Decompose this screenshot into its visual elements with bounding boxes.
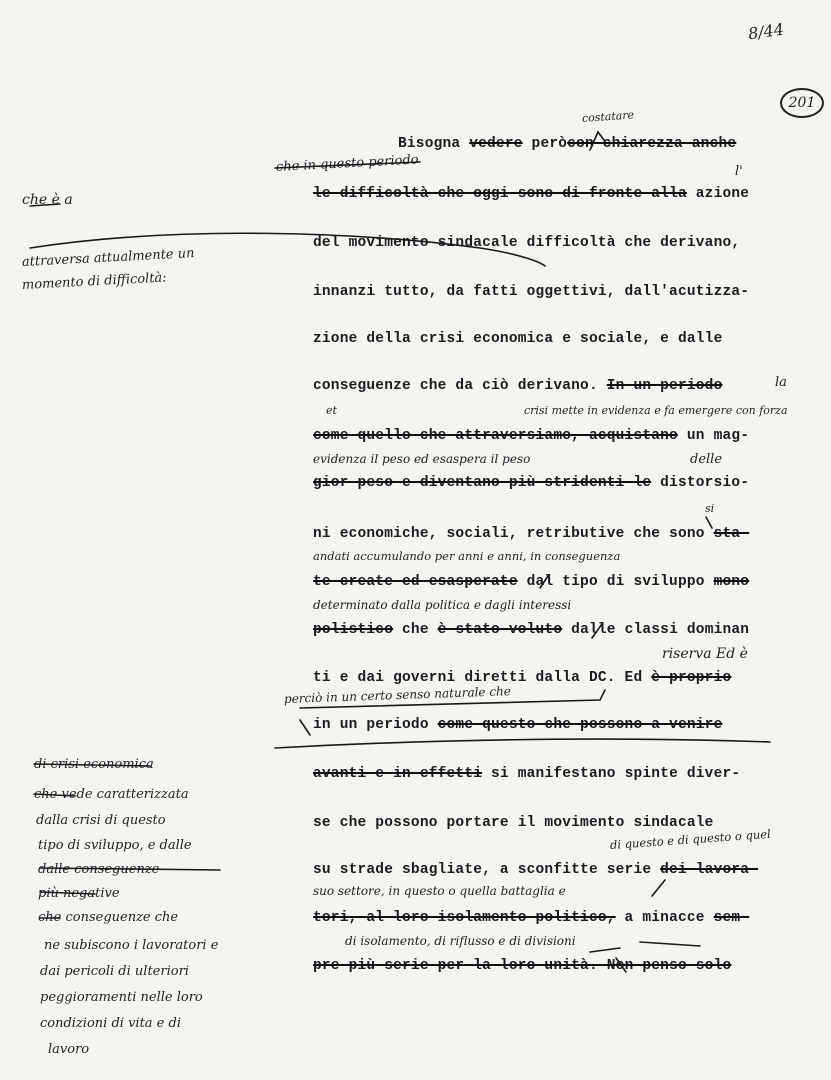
insert-delle: delle (690, 452, 723, 467)
margin-note-line-12: lavoro (48, 1042, 90, 1057)
bracket-insert-3 (592, 624, 602, 638)
typed-line-9: ni economiche, sociali, retributive che sono sta- (313, 526, 750, 542)
underline-bottom (590, 948, 620, 952)
strike-margin-vede (34, 794, 75, 796)
strike-margin-crisi (34, 764, 150, 766)
insert-isolamento: di isolamento, di riflusso e di divisioni (345, 934, 576, 948)
long-underline-13 (275, 739, 770, 748)
margin-note-line-3: dalla crisi di questo (36, 813, 166, 828)
margin-note-che: che è a (22, 192, 73, 208)
bracket-insert-1 (706, 517, 712, 528)
typed-line-14: avanti e in effetti si manifestano spinte diver- (313, 766, 741, 782)
margin-note-line-6: più negative (38, 886, 120, 901)
typed-line-2: le difficoltà che oggi sono di fronte alla azione (313, 186, 750, 202)
slash-16 (652, 880, 665, 896)
typed-line-5: zione della crisi economica e sociale, e dalle (313, 331, 723, 347)
typed-line-1: Bisogna vedere peròcon chiarezza anche (398, 136, 737, 152)
margin-note-attraversa: attraversa attualmente un (21, 245, 195, 270)
margin-note-momento: momento di difficoltà: (21, 270, 168, 293)
insert-la: la (775, 375, 787, 390)
margin-note-line-7: che conseguenze che (38, 910, 179, 925)
margin-note-line-8: ne subiscono i lavoratori e (44, 938, 219, 953)
typed-line-17: tori, al loro isolamento politico, a minacce sem- (313, 910, 750, 926)
insert-evidenza: evidenza il peso ed esaspera il peso (313, 452, 531, 466)
typed-line-3: del movimento sindacale difficoltà che derivano, (313, 235, 741, 251)
typed-line-4: innanzi tutto, da fatti oggettivi, dall'acutizza- (313, 284, 750, 300)
insert-riserva: riserva Ed è (662, 646, 748, 662)
insert-l: l' (735, 164, 743, 179)
insert-di-questo: di questo e di questo o quel (609, 826, 772, 852)
underline-percio (300, 690, 605, 708)
typed-line-8: gior peso e diventano più stridenti le distorsio- (313, 475, 750, 491)
small-slash-18 (616, 958, 626, 972)
strike-margin-dalle (40, 868, 220, 870)
insert-che-in-questo: che in questo periodo (275, 152, 419, 175)
caret-in-un-periodo (300, 720, 310, 735)
typed-line-6: conseguenze che da ciò derivano. In un periodo (313, 378, 723, 394)
typed-line-12: ti e dai governi diretti dalla DC. Ed è proprio (313, 670, 732, 686)
curved-link-line (30, 233, 545, 266)
page-number-circle: 201 (780, 88, 824, 118)
typed-line-13: in un periodo come questo che possono a venire (313, 717, 723, 733)
typed-line-16: su strade sbagliate, a sconfitte serie dei lavora- (313, 862, 759, 878)
margin-note-line-4: tipo di sviluppo, e dalle (38, 838, 192, 853)
margin-note-line-11: condizioni di vita e di (40, 1016, 181, 1031)
strike-che-in (275, 162, 420, 168)
margin-note-line-1: di crisi economica (34, 757, 154, 772)
bracket-insert-2 (540, 576, 548, 588)
slash-isolamento (640, 942, 700, 946)
strike-margin-piu (40, 892, 95, 894)
margin-note-line-5: dalle conseguenze (38, 862, 160, 877)
margin-note-line-9: dai pericoli di ulteriori (40, 964, 189, 979)
insert-si: si (705, 502, 715, 515)
insert-crisi-mette: crisi mette in evidenza e fa emergere con forza (524, 404, 788, 417)
insert-percio: perciò in un certo senso naturale che (283, 684, 512, 706)
insert-et: et (326, 404, 337, 417)
margin-note-line-10: peggioramenti nelle loro (40, 990, 203, 1005)
typed-line-15: se che possono portare il movimento sindacale (313, 815, 714, 831)
typed-line-11: polistico che è stato voluto dalle classi dominan (313, 622, 750, 638)
underline-strike-margin-1 (30, 204, 60, 206)
insert-suo-settore: suo settore, in questo o quella battaglia e (313, 884, 566, 898)
insert-costatare: costatare (581, 108, 635, 125)
typed-line-10: te create ed esasperate dal tipo di sviluppo mono (313, 574, 750, 590)
insert-andati-accumulando: andati accumulando per anni e anni, in conseguenza (313, 549, 621, 563)
typed-line-7: come quello che attraversiamo, acquistano un mag- (313, 428, 750, 444)
margin-note-line-2: che vede caratterizzata (34, 787, 189, 802)
typed-line-18: pre più serie per la loro unità. Non penso solo (313, 958, 732, 974)
insert-caret-1 (590, 132, 604, 150)
archive-mark: 8/44 (746, 19, 786, 44)
insert-determinato: determinato dalla politica e dagli interessi (313, 598, 572, 612)
